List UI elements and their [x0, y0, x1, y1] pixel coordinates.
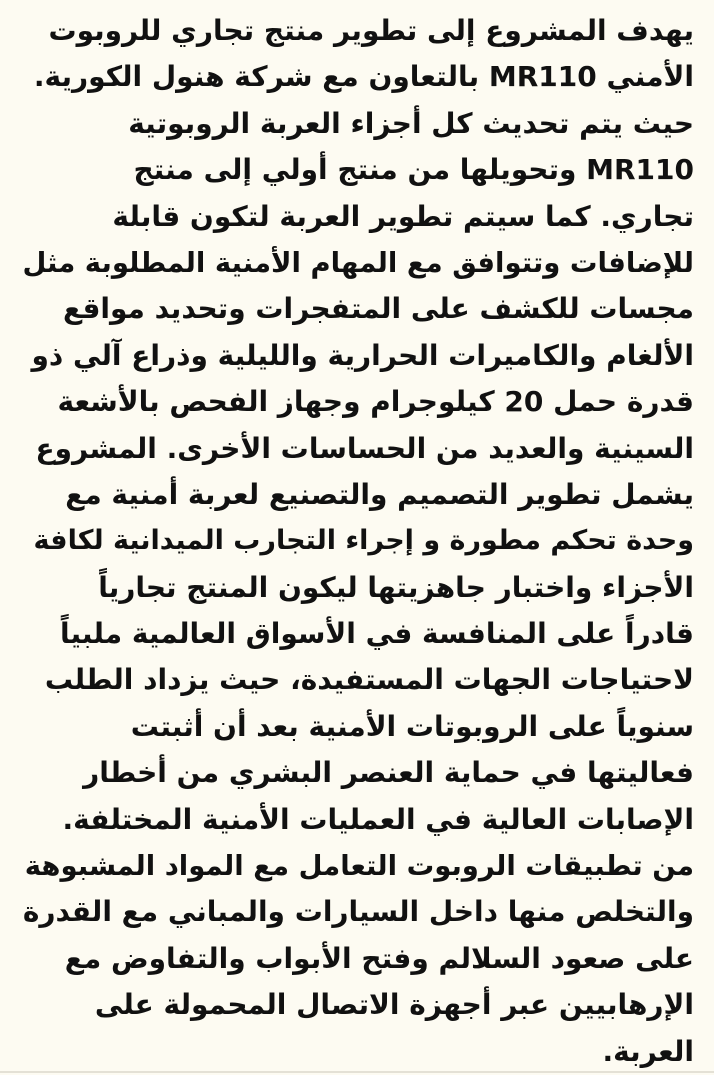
article-line: من تطبيقات الروبوت التعامل مع المواد المشبوهة: [24, 850, 694, 883]
article-line: مجسات للكشف على المتفجرات وتحديد مواقع: [62, 292, 694, 326]
article-line: الألغام والكاميرات الحرارية والليلية وذراع آلي ذو: [31, 338, 694, 372]
article-line: السينية والعديد من الحساسات الأخرى. المشروع: [35, 431, 694, 465]
article-line: قادراً على المنافسة في الأسواق العالمية ملبياً: [59, 617, 694, 651]
article-line: سنوياً على الروبوتات الأمنية بعد أن أثبتت: [130, 709, 694, 743]
article-line: الأمني MR110 بالتعاون مع شركة هنول الكورية.: [33, 60, 694, 94]
article-line: الإصابات العالية في العمليات الأمنية المختلفة.: [62, 802, 694, 836]
article-line: على صعود السلالم وفتح الأبواب والتفاوض مع: [64, 941, 694, 975]
article-text: [22, 8, 694, 1075]
article-line: فعاليتها في حماية العنصر البشري من أخطار: [83, 756, 694, 790]
article-line: العربة.: [602, 1034, 694, 1068]
article-line: MR110 وتحويلها من منتج أولي إلى منتج: [133, 153, 694, 187]
article-line: وحدة تحكم مطورة و إجراء التجارب الميدانية لكافة: [33, 525, 694, 557]
article-line: والتخلص منها داخل السيارات والمباني مع القدرة: [22, 895, 694, 929]
article-line: للإضافات وتتوافق مع المهام الأمنية المطلوبة مثل: [22, 246, 694, 279]
article-line: قدرة حمل 20 كيلوجرام وجهاز الفحص بالأشعة: [57, 385, 694, 419]
article-line: تجاري. كما سيتم تطوير العربة لتكون قابلة: [112, 199, 694, 233]
article-line: حيث يتم تحديث كل أجزاء العربة الروبوتية: [128, 106, 694, 140]
article-line: الأجزاء واختبار جاهزيتها ليكون المنتج تجارياً: [98, 570, 694, 604]
article-line: يشمل تطوير التصميم والتصنيع لعربة أمنية مع: [65, 477, 694, 511]
article-line: يهدف المشروع إلى تطوير منتج تجاري للروبوت: [48, 14, 694, 47]
article-line: الإرهابيين عبر أجهزة الاتصال المحمولة على: [94, 988, 694, 1022]
article-line: لاحتياجات الجهات المستفيدة، حيث يزداد الطلب: [44, 663, 694, 697]
